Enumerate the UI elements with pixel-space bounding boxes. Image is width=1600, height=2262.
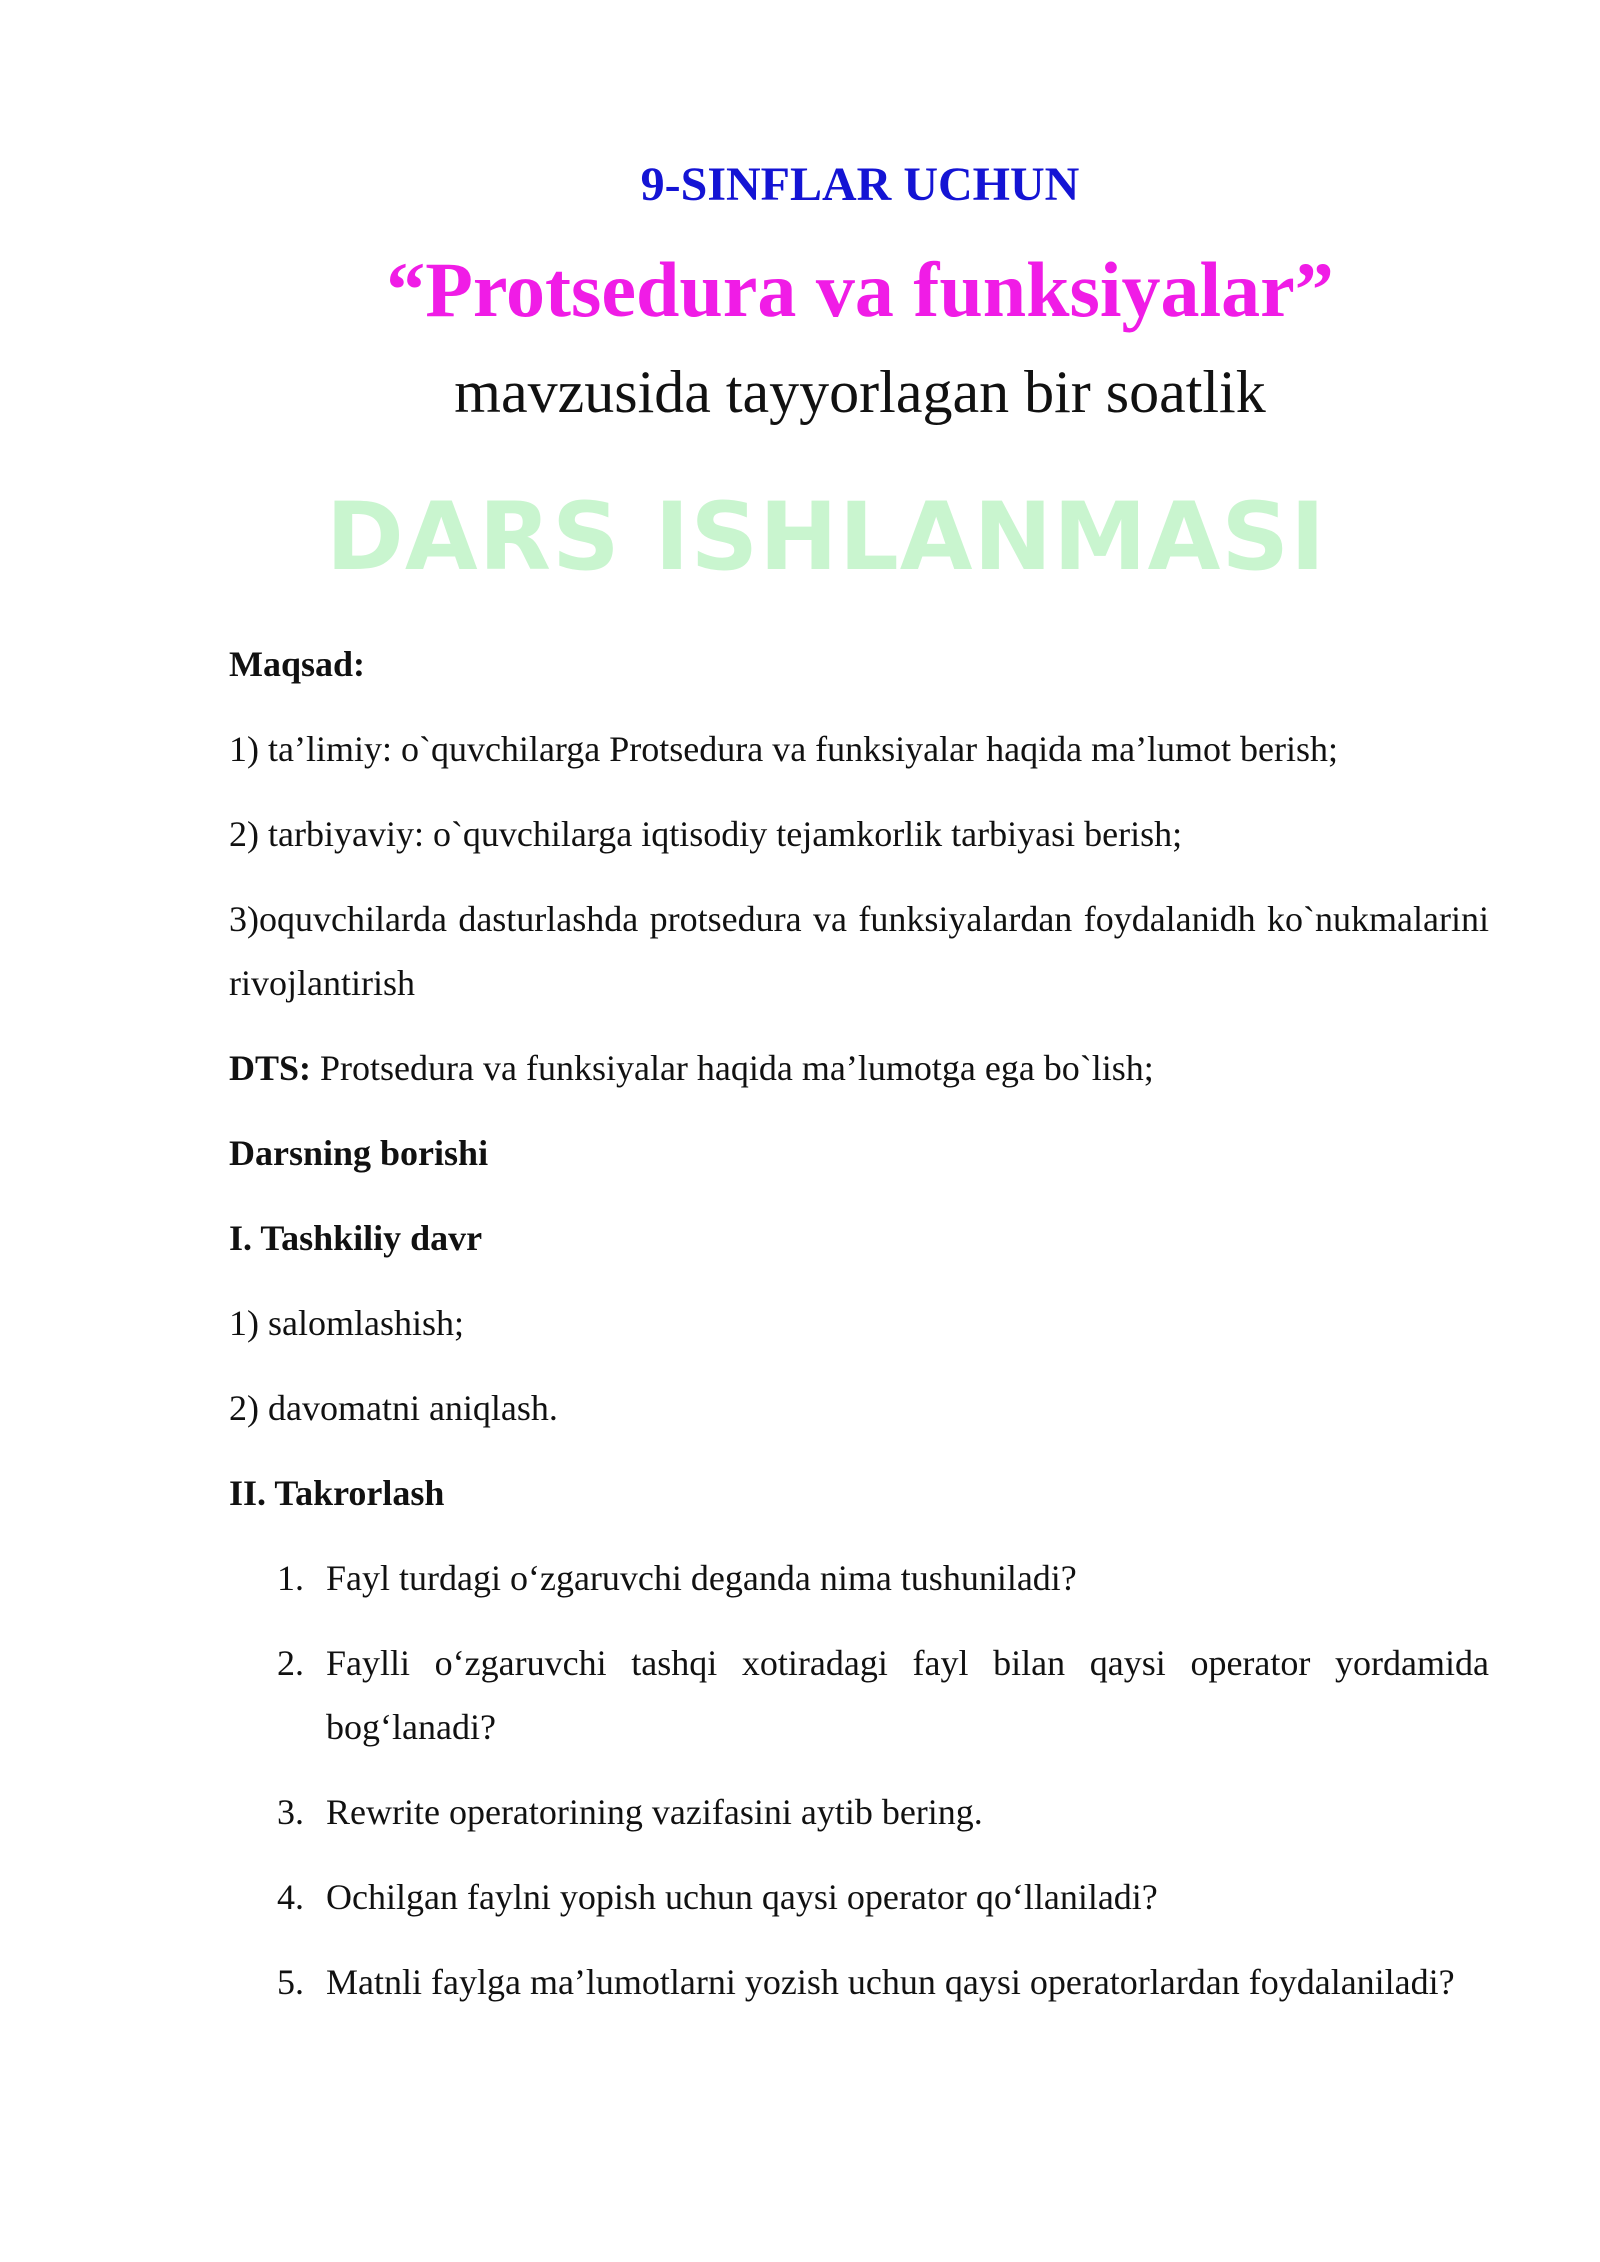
dts-text: Protsedura va funksiyalar haqida ma’lumotga ega bo`lish; [311,1048,1154,1088]
subtitle: mavzusida tayyorlagan bir soatlik [454,359,1266,425]
organizational-item-greeting: 1) salomlashish; [229,1303,464,1343]
dts-label: DTS: [229,1048,312,1088]
topic-title: “Protsedura va funksiyalar” [386,246,1334,333]
lesson-heading: Darsning borishi [229,1133,489,1173]
review-question [229,1546,1489,1610]
question-text: Faylli o‘zgaruvchi tashqi xotiradagi fayl bilan qaysi operator yordamida bog‘lanadi? [326,1643,1489,1747]
section-review-heading: II. Takrorlash [229,1473,445,1513]
question-text: Matnli faylga ma’lumotlarni yozish uchun qaysi operatorlardan foydalaniladi? [326,1962,1455,2002]
goal-item-development: 3)oquvchilarda dasturlashda protsedura va funksiyalardan foydalanidh ko`nukmalarini rivojlantirish [229,899,1489,1003]
question-number: 1. [277,1558,304,1598]
goal-heading: Maqsad: [229,644,366,684]
question-number: 3. [277,1792,304,1832]
question-number: 5. [277,1962,304,2002]
question-text: Rewrite operatorining vazifasini aytib bering. [326,1792,983,1832]
goal-item-upbringing: 2) tarbiyaviy: o`quvchilarga iqtisodiy tejamkorlik tarbiyasi berish; [229,814,1183,854]
review-question-list [229,1546,1489,2014]
question-number: 2. [277,1643,304,1683]
document-body [229,632,1489,2035]
organizational-item-attendance: 2) davomatni aniqlash. [229,1388,558,1428]
question-number: 4. [277,1877,304,1917]
watermark-title: DARS ISHLANMASI [325,483,1327,592]
grade-title: 9-SINFLAR UCHUN [640,158,1080,211]
question-text: Fayl turdagi o‘zgaruvchi deganda nima tushuniladi? [326,1558,1077,1598]
goal-item-educational: 1) ta’limiy: o`quvchilarga Protsedura va funksiyalar haqida ma’lumot berish; [229,729,1339,769]
review-question [229,1950,1489,2014]
section-organizational-heading: I. Tashkiliy davr [229,1218,483,1258]
review-question [229,1865,1489,1929]
question-text: Ochilgan faylni yopish uchun qaysi operator qo‘llaniladi? [326,1877,1158,1917]
dts-paragraph [229,1036,1489,1100]
review-question [229,1631,1489,1759]
review-question [229,1780,1489,1844]
